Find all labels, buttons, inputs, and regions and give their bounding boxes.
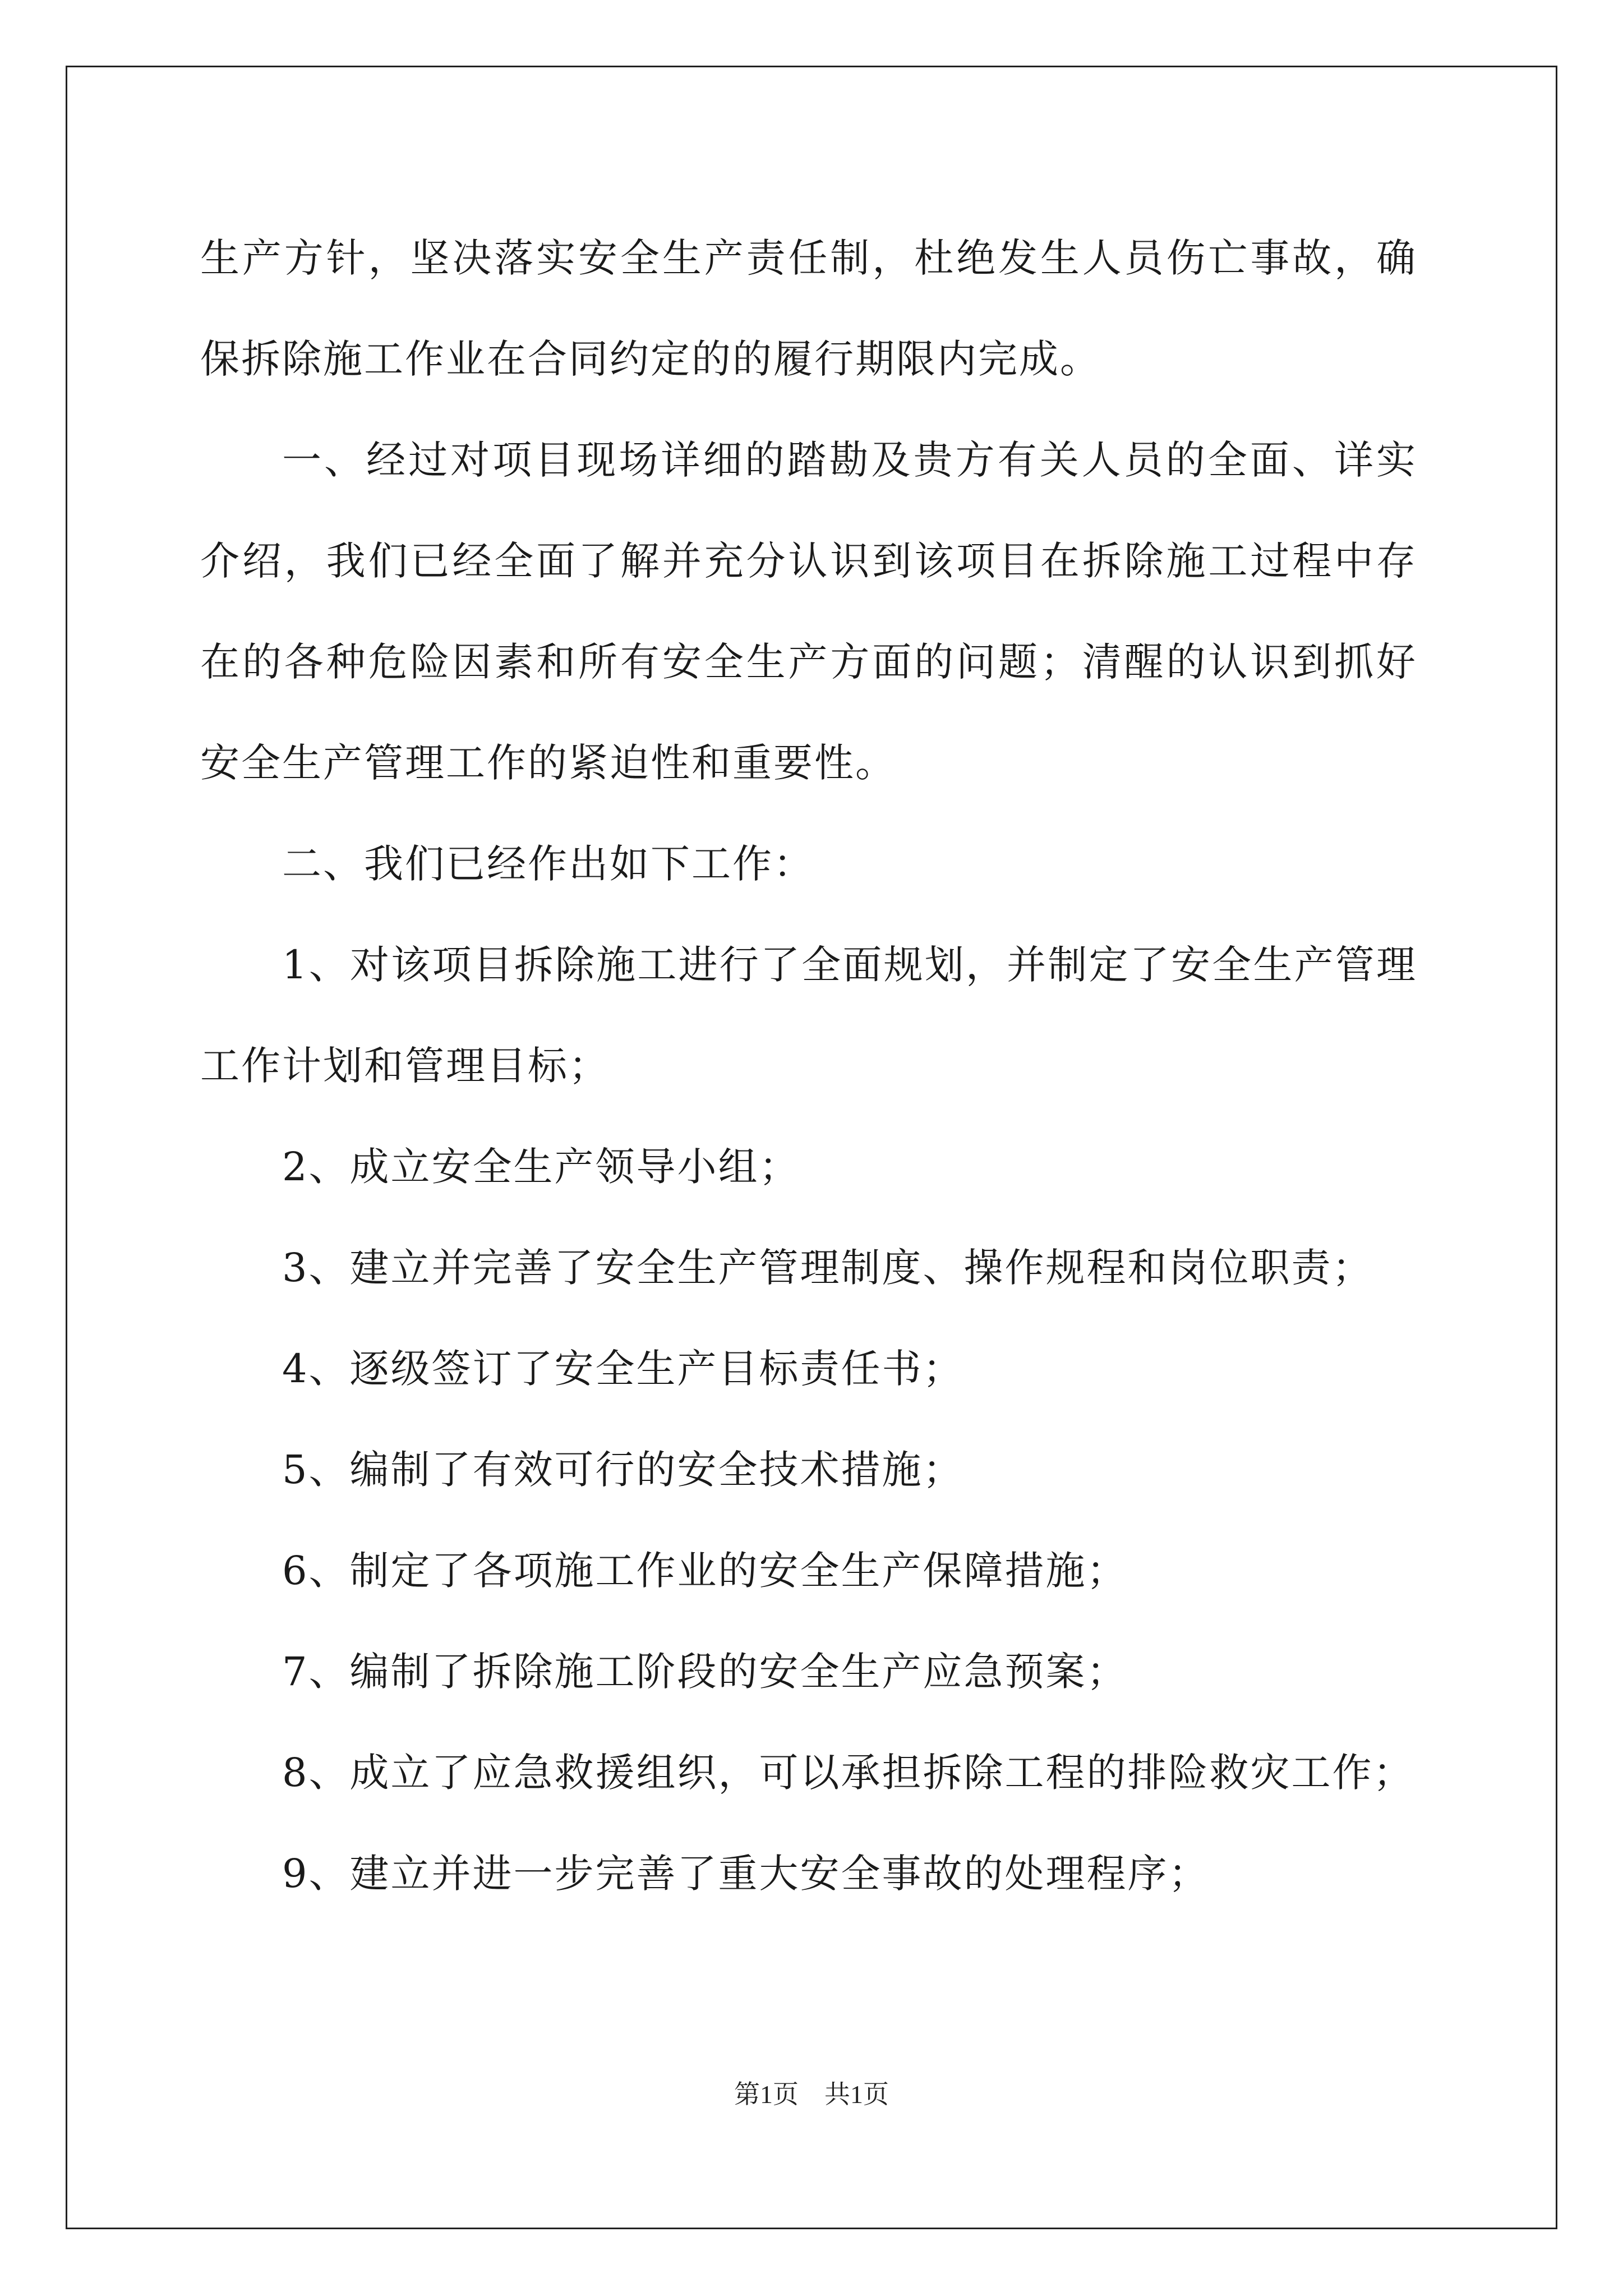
list-item-4: 4、逐级签订了安全生产目标责任书； [282, 1346, 964, 1392]
list-item-1: 1、对该项目拆除施工进行了全面规划，并制定了安全生产管理工作计划和管理目标； [200, 942, 1417, 1089]
paragraph-2: 一、经过对项目现场详细的踏勘及贵方有关人员的全面、详实介绍，我们已经全面了解并充分认识到该项目在拆除施工过程中存在的各种危险因素和所有安全生产方面的问题；清醒的认识到抓好安全生产管理工作的紧迫性和重要性。 [200, 437, 1417, 786]
page-number: 第1页 共1页 [734, 2080, 889, 2109]
list-item-6: 6、制定了各项施工作业的安全生产保障措施； [282, 1548, 1128, 1594]
list-item-9: 9、建立并进一步完善了重大安全事故的处理程序； [282, 1851, 1210, 1897]
list-item-7: 7、编制了拆除施工阶段的安全生产应急预案； [282, 1649, 1128, 1695]
document-body [200, 208, 1417, 1924]
list-item-8: 8、成立了应急救援组织，可以承担拆除工程的排险救灾工作； [282, 1750, 1414, 1796]
list-item-5: 5、编制了有效可行的安全技术措施； [282, 1447, 964, 1493]
page-footer [0, 2078, 1623, 2111]
paragraph-1: 生产方针，坚决落实安全生产责任制，杜绝发生人员伤亡事故，确保拆除施工作业在合同约定的的履行期限内完成。 [200, 235, 1417, 382]
list-item-3: 3、建立并完善了安全生产管理制度、操作规程和岗位职责； [282, 1245, 1373, 1291]
list-item-2: 2、成立安全生产领导小组； [282, 1144, 800, 1190]
paragraph-3: 二、我们已经作出如下工作： [282, 841, 814, 887]
